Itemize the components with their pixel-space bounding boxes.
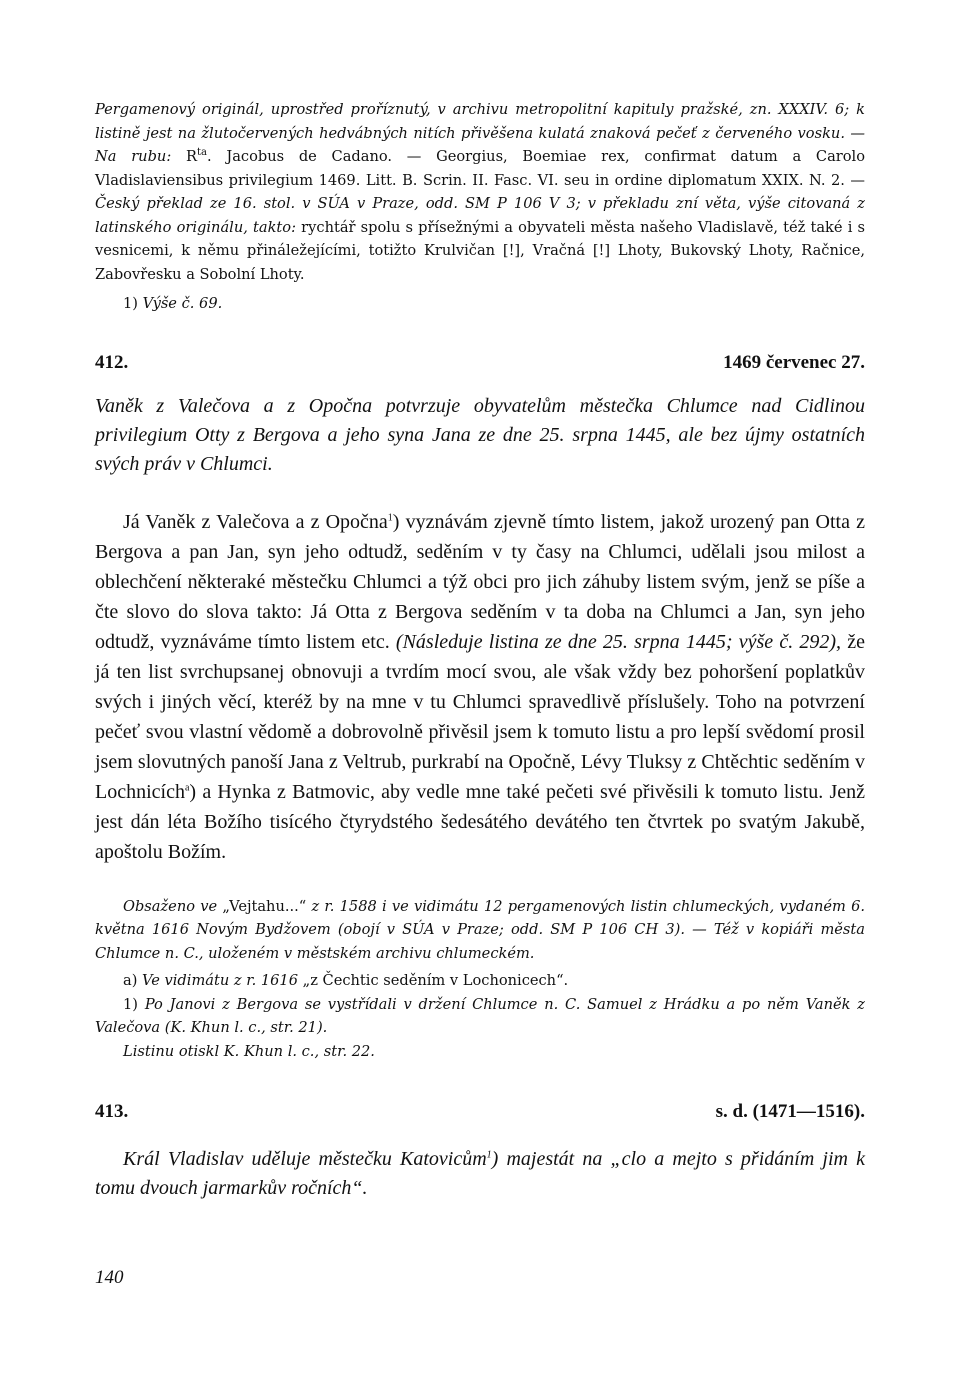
note-1 [95, 993, 865, 1040]
prev-description-2: Český překlad ze 16. stol. v SÚA v Praze, odd. SM P 106 V 3; v překladu zní věta, výše citovaná z latinského originálu, takto: [95, 195, 865, 236]
entry-413-summary-1: Král Vladislav uděluje městečku Katovicům [123, 1148, 487, 1170]
note-a-marker: a) [123, 972, 138, 989]
text-part-2: ) vyznávám zjevně tímto listem, jakož urozený pan Otta z Bergova a pan Jan, syn jeho odtudž, seděním v ty časy na Chlumci, udělali jsou milost a oblechčení některaké městečku Chlumci a týž obci pro jich záhuby listem svým, jenž se píše a čte slovo do slova takto: Já Otta z Bergova seděním v ta doba na Chlumci a Jan, syn jeho odtudž, vyznáváme tímto listem etc. [95, 510, 865, 653]
note-1-text: Po Janovi z Bergova se vystřídali v držení Chlumce n. C. Samuel z Hrádku a po něm Vaněk z Valečova (K. Khun l. c., str. 21). [95, 995, 865, 1036]
entry-412-summary: Vaněk z Valečova a z Opočna potvrzuje obyvatelům městečka Chlumce nad Cidlinou privilegium Otty z Bergova a jeho syna Jana ze dne 25. srpna 1445, ale bez újmy ostatních svých práv v Chlumci. [95, 394, 865, 475]
note-1-marker: 1) [123, 995, 138, 1013]
page-number: 140 [95, 1267, 124, 1288]
entry-413-date: s. d. (1471—1516). [715, 1101, 865, 1122]
note-print: Listinu otiskl K. Khun l. c., str. 22. [123, 1042, 375, 1060]
text-part-4: ) a Hynka z Batmovic, aby vedle mne také pečeti své přivěsili k tomuto listu. Jenž jest dán léta Božího tisícého čtyrydstého šedesátého devátého ten čtvrtek po svatým Jakubě, apoštolu Božím. [95, 780, 865, 863]
rubric-text: . Jacobus de Cadano. — Georgius, Boemiae rex, confirmat datum a Carolo Vladislaviensibus privilegium 1469. Litt. B. Scrin. II. Fasc. VI. seu in ordine diplomatum XXIX. N. 2. — [95, 148, 865, 189]
footnote-ref-1: 1 [387, 511, 393, 523]
text-italic-insert: (Následuje listina ze dne 25. srpna 1445; výše č. 292), [395, 630, 842, 653]
entry-413-summary-2: ) majestát na „clo a mejto s přidáním jim k tomu dvouch jarmarkův ročních“. [95, 1148, 865, 1199]
note-a-roman: „z Čechtic seděním v Lochonicech“. [302, 972, 569, 989]
previous-entry-note [95, 98, 865, 286]
entry-412-notes [95, 895, 865, 1064]
entry-413-summary [95, 1145, 865, 1203]
text-part-3: že já ten list svrchupsanej obnovuji a tvrdím mocí svou, ale však vždy bez pohoršení poplatkův svých i jiných věcí, kteréž by na mne v tu Chlumci spravedlivě příslušely. Toho na potvrzení pečeť svou vlastní vědomě a dobrovolně přivěsil jsem k tomuto listu a pro lepší svědomí prosil jsem slovutných panoší Jana z Veltrub, purkrabí na Opočně, Lévy Tluksy z Chtěchtic seděním v Lochnicích [95, 630, 866, 803]
entry-412-number: 412. [95, 351, 129, 373]
entry-413-footnote-ref: 1 [486, 1149, 492, 1161]
entry-412-heading [95, 352, 865, 374]
note-sources [95, 895, 865, 966]
prev-footnote [95, 292, 865, 316]
rubric-r: R [186, 148, 197, 165]
prev-description-1: Pergamenový originál, uprostřed proříznutý, v archivu metropolitní kapituly pražské, zn. XXXIV. 6; k listině jest na žlutočervených hedvábných nitích přivěšena kulatá znaková pečeť z červeného vosku. — Na rubu: [95, 101, 865, 165]
footnote-ref-a: a [184, 781, 190, 793]
prev-footnote-text: Výše č. 69. [142, 295, 223, 312]
rubric-sup: ta [197, 147, 207, 159]
note-sources-b: z r. 1588 i ve vidimátu 12 pergamenových listin chlumeckých, vydaném 6. května 1616 Novým Bydžovem (obojí v SÚA v Praze; odd. SM P 106 CH 3). — Též v kopiáři města Chlumce n. C., uloženém v městském archivu chlumeckém. [95, 897, 866, 962]
entry-412-text [95, 507, 865, 867]
note-sources-a: Obsaženo ve [123, 897, 218, 915]
page-content [95, 98, 865, 1203]
note-a [95, 969, 865, 993]
entry-413-heading [95, 1101, 865, 1123]
prev-quote: rychtář spolu s přísežnými a obyvateli města našeho Vladislavě, též také i s vesnicemi, k němu přináležejícími, totižto Krulvičan [!], Vračná [!] Lhoty, Bukovský Lhoty, Račnice, Zabovřesku a Sobolní Lhoty. [95, 218, 866, 283]
note-a-italic: Ve vidimátu z r. 1616 [142, 972, 299, 989]
note-sources-quote: „Vejtahu...“ [222, 897, 307, 915]
entry-412-date: 1469 červenec 27. [723, 351, 865, 373]
entry-413-number: 413. [95, 1101, 129, 1122]
prev-footnote-marker: 1) [123, 295, 138, 312]
text-part-1: Já Vaněk z Valečova a z Opočna [123, 510, 388, 533]
